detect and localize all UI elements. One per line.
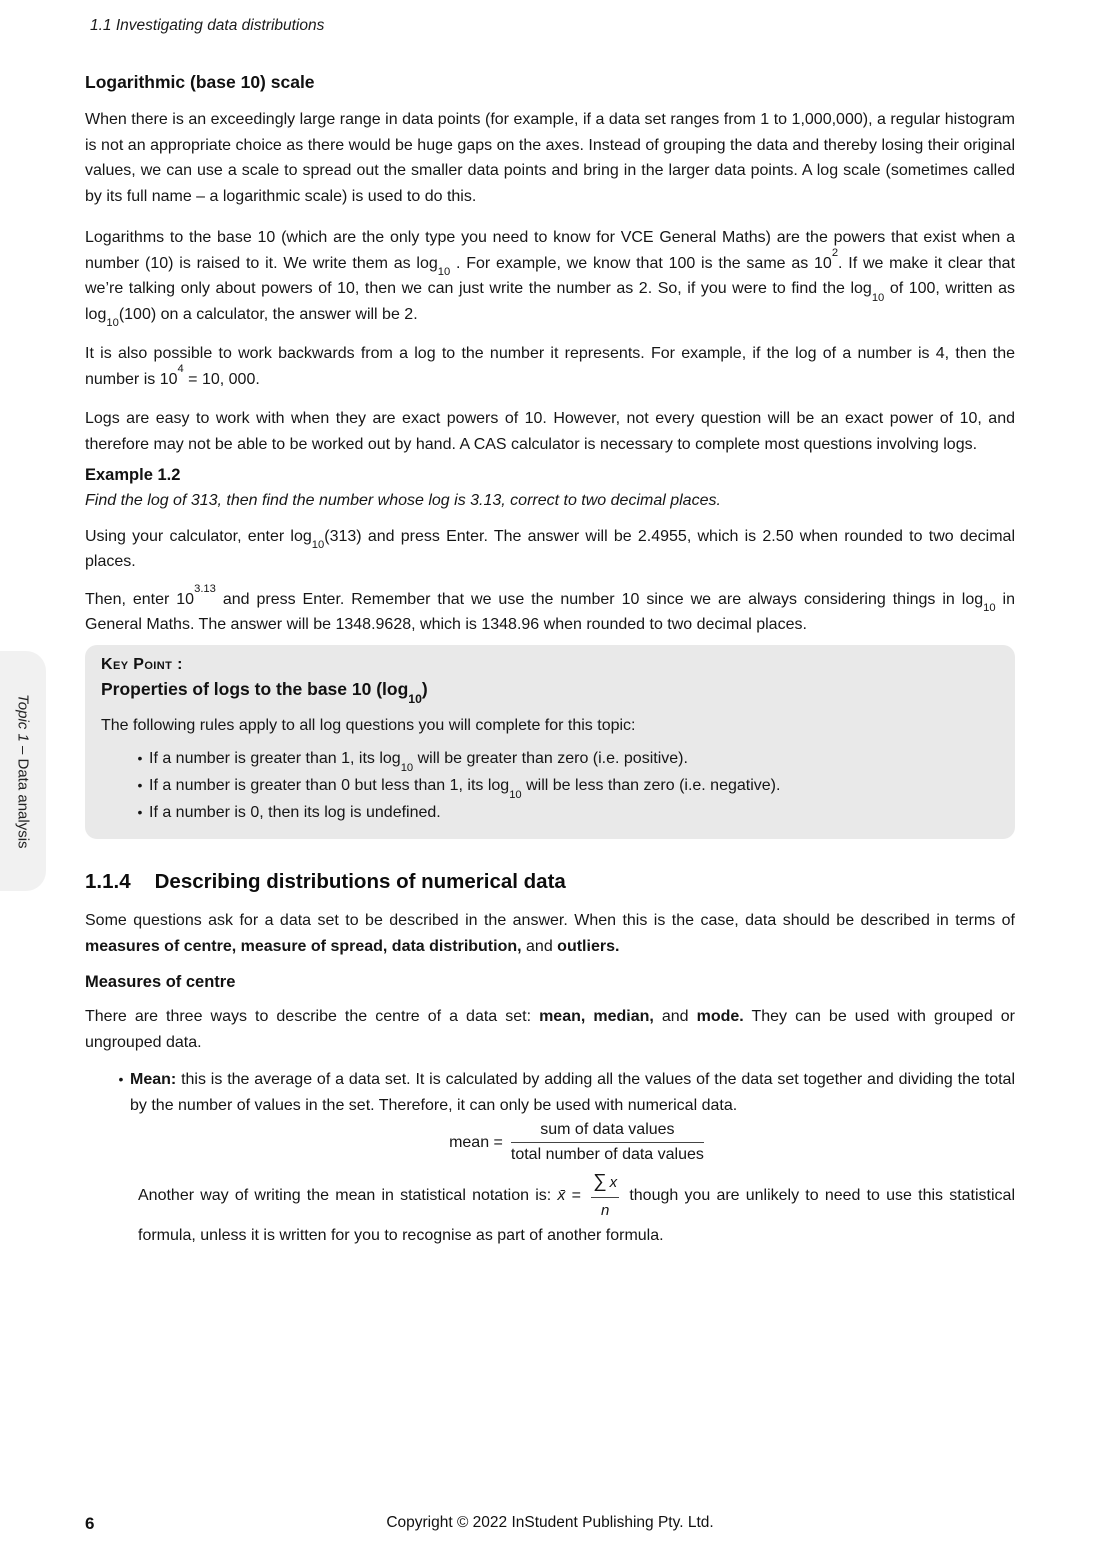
bullet-text: If a number is greater than 1, its $\log_{10}$ will be greater than zero (i.e. positive). xyxy=(149,750,688,774)
page-number: 6 xyxy=(85,1514,95,1533)
xbar-symbol: x̄ xyxy=(557,1187,566,1205)
bullet-text: If a number is greater than 0 but less than 1, its $\log_{10}$ will be less than zero (i.e. negative). xyxy=(149,777,781,801)
sigma-symbol: ∑ xyxy=(593,1171,607,1192)
paragraph-log-scale-intro: When there is an exceedingly large range in data points (for example, if a data set ranges from 1 to 1,000,000), a regular histogram is not an appropriate choice as there would be huge gaps on the axes. Instead of grouping the data and thereby losing their original values, we can use a scale to spread out the smaller data points and bring in the larger data points. A log scale (sometimes called by its full name – a logarithmic scale) is used to do this. xyxy=(85,111,1015,205)
mean-formula-numerator: sum of data values xyxy=(511,1121,704,1143)
example-heading: Example 1.2 xyxy=(85,466,181,484)
topic-title-label: Data analysis xyxy=(14,758,32,849)
section-heading-1-1-4 xyxy=(85,870,1015,894)
copyright-notice: Copyright © 2022 InStudent Publishing Pty. Ltd. xyxy=(386,1514,714,1531)
bullet-icon: • xyxy=(137,750,143,766)
topic-sidebar-label xyxy=(15,694,32,849)
key-point-box xyxy=(85,645,1015,840)
topic-sidebar-tab xyxy=(0,651,46,891)
list-item-mean xyxy=(85,1067,1015,1118)
mean-formula-denominator: total number of data values xyxy=(510,1146,704,1163)
paragraph-logarithms-base10: Logarithms to the base 10 (which are the only type you need to know for VCE General Maths) are the powers that exist when a number (10) is raised to it. We write them as $\log_{10}$ . For example, we know that 100 is the same as $10^2$. If we make it clear that we’re talking only about powers of 10, then we can just write the number as 2. So, if you were to find the $\log_{10}$ of 100, written as $\log_{10}(100)$ on a calculator, the answer will be 2. xyxy=(85,229,1016,330)
list-item xyxy=(101,799,999,826)
paragraph-describing-distributions: Some questions ask for a data set to be described in the answer. When this is the case, data should be described in terms of measures of centre, measure of spread, data distribution, and outliers. xyxy=(85,912,1015,955)
sum-numerator xyxy=(591,1169,619,1198)
mean-formula-lhs: mean = xyxy=(449,1133,503,1151)
stat-note-before: Another way of writing the mean in statistical notation is: xyxy=(138,1187,558,1205)
bullet-text: If a number is 0, then its log is undefined. xyxy=(149,804,441,821)
key-point-label: Key Point : xyxy=(101,655,183,673)
stat-note-after: though you are unlikely to need to use this statistical formula, unless it is written for you to recognise as part of another formula. xyxy=(138,1187,1016,1244)
page-footer xyxy=(85,1514,1015,1532)
paragraph-logs-easy: Logs are easy to work with when they are exact powers of 10. However, not every question will be an exact power of 10, and therefore may not be able to be worked out by hand. A CAS calculator is necessary to complete most questions involving logs. xyxy=(85,410,1015,453)
stat-note-equals: = xyxy=(565,1187,588,1205)
example-prompt: Find the log of 313, then find the number whose log is 3.13, correct to two decimal places. xyxy=(85,492,721,509)
key-point-bullet-list xyxy=(101,745,999,826)
topic-number-label: Topic 1 – xyxy=(14,693,32,759)
bullet-icon: • xyxy=(118,1071,124,1087)
bullet-icon: • xyxy=(137,804,143,820)
sum-over-n-fraction xyxy=(591,1169,619,1223)
mean-bullet-text: Mean: this is the average of a data set. It is calculated by adding all the values of the data set together and dividing the total by the number of values in the set. Therefore, it can only be used with numerical data. xyxy=(130,1071,1015,1114)
mean-formula-fraction xyxy=(511,1121,704,1164)
list-item xyxy=(101,772,999,799)
section-title: Describing distributions of numerical data xyxy=(154,870,566,893)
key-point-title: Properties of logs to the base 10 $(\log_{10})$ xyxy=(101,678,428,706)
running-head: 1.1 Investigating data distributions xyxy=(90,17,325,34)
key-point-intro: The following rules apply to all log questions you will complete for this topic: xyxy=(101,716,636,734)
paragraph-then-enter: Then, enter $10^{3.13}$ and press Enter. Remember that we use the number 10 since we are always considering things in $\log_{10}$ in General Maths. The answer will be 1348.9628, which is 1348.96 when rounded to two decimal places. xyxy=(85,583,1015,633)
heading-measures-of-centre: Measures of centre xyxy=(85,973,236,991)
mean-formula xyxy=(138,1121,1015,1164)
list-item xyxy=(101,745,999,772)
paragraph-work-backwards: It is also possible to work backwards from a log to the number it represents. For example, if the log of a number is 4, then the number is $10^4 = 10$, 000. xyxy=(85,345,1015,388)
paragraph-three-ways: There are three ways to describe the centre of a data set: mean, median, and mode. They can be used with grouped or ungrouped data. xyxy=(85,1008,1015,1051)
sum-variable: x xyxy=(609,1174,618,1191)
bullet-icon: • xyxy=(137,777,143,793)
sum-denominator: n xyxy=(600,1201,610,1219)
page-content xyxy=(85,72,1015,1249)
heading-logarithmic-scale: Logarithmic (base 10) scale xyxy=(85,72,315,92)
section-number: 1.1.4 xyxy=(85,870,131,893)
paragraph-statistical-notation xyxy=(138,1169,1015,1249)
paragraph-using-calculator: Using your calculator, enter $\log_{10}(313)$ and press Enter. The answer will be 2.4955, which is 2.50 when rounded to two decimal places. xyxy=(85,527,1016,570)
